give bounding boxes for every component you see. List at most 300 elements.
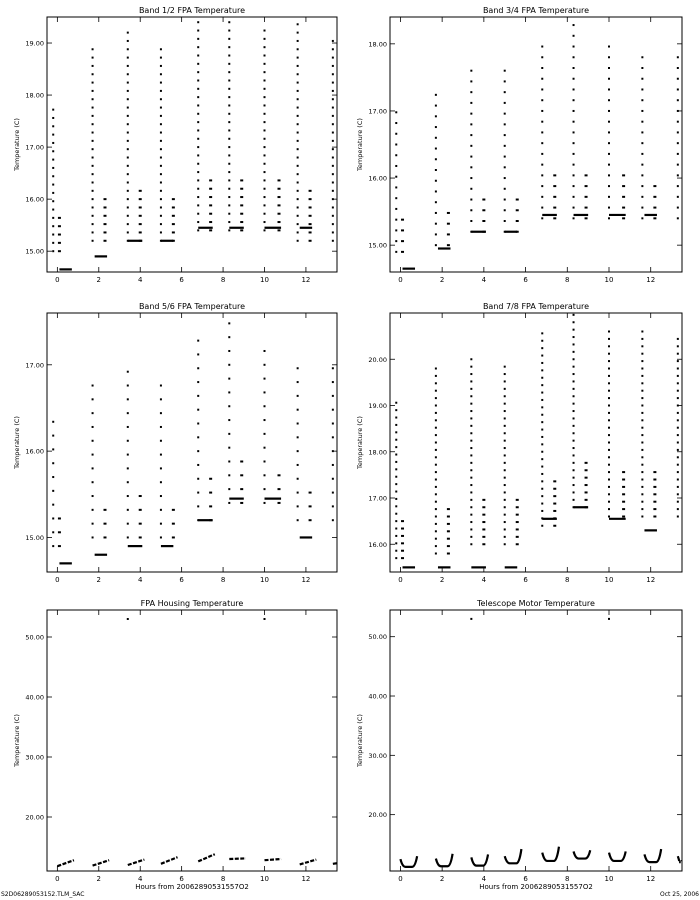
- data-point: [677, 375, 679, 377]
- data-point: [573, 432, 575, 434]
- data-point: [541, 480, 543, 482]
- data-point: [160, 495, 162, 497]
- data-point: [278, 179, 281, 181]
- data-point: [435, 115, 437, 117]
- data-point: [127, 385, 129, 387]
- data-point: [470, 477, 472, 479]
- x-tick-label: 0: [398, 276, 403, 284]
- data-point: [573, 121, 575, 123]
- data-point: [197, 138, 199, 140]
- data-point: [197, 213, 199, 215]
- data-point: [228, 38, 230, 40]
- data-point: [641, 331, 643, 333]
- data-point: [435, 508, 437, 510]
- data-point: [677, 217, 679, 219]
- data-point: [470, 70, 472, 72]
- data-point: [553, 207, 556, 209]
- data-point: [332, 173, 334, 175]
- data-point: [160, 481, 162, 483]
- data-point: [395, 550, 397, 552]
- data-point: [504, 484, 506, 486]
- data-point: [470, 543, 472, 545]
- data-point: [104, 198, 107, 200]
- data-point: [228, 213, 230, 215]
- data-point: [641, 412, 643, 414]
- data-point: [160, 231, 162, 233]
- y-tick-label: 18.00: [368, 448, 387, 457]
- data-point: [264, 502, 266, 504]
- data-point: [92, 107, 94, 109]
- data-point: [395, 557, 397, 559]
- data-point: [608, 88, 610, 90]
- data-point: [585, 217, 588, 219]
- data-point: [395, 251, 397, 253]
- data-point: [209, 221, 212, 223]
- plot-frame: [390, 610, 682, 871]
- data-point: [641, 427, 643, 429]
- data-point: [641, 516, 643, 518]
- x-tick-label: 2: [96, 875, 102, 883]
- data-point: [470, 177, 472, 179]
- data-point: [127, 140, 129, 142]
- data-point: [573, 46, 575, 48]
- y-tick-label: 16.00: [368, 174, 387, 183]
- data-point: [677, 110, 679, 112]
- data-point: [641, 67, 643, 69]
- data-point: [573, 403, 575, 405]
- data-point: [677, 338, 679, 340]
- data-point: [573, 336, 575, 338]
- data-point: [264, 221, 266, 223]
- chart-panel-3: [13, 302, 337, 584]
- data-point: [309, 505, 312, 507]
- x-tick-label: 10: [260, 576, 269, 584]
- data-point: [677, 405, 679, 407]
- data-point: [608, 56, 610, 58]
- data-point: [197, 381, 199, 383]
- data-point: [573, 88, 575, 90]
- data-point: [160, 223, 162, 225]
- x-tick-label: 8: [220, 276, 226, 284]
- data-point: [653, 501, 656, 503]
- data-point: [395, 240, 397, 242]
- data-point: [401, 251, 404, 253]
- data-point: [332, 165, 334, 167]
- data-point: [332, 206, 334, 208]
- data-point: [209, 478, 212, 480]
- data-point: [641, 434, 643, 436]
- data-point: [197, 104, 199, 106]
- data-point: [541, 121, 543, 123]
- data-point: [228, 55, 230, 57]
- data-point: [677, 353, 679, 355]
- data-point: [228, 154, 230, 156]
- data-point: [297, 450, 299, 452]
- data-point: [297, 423, 299, 425]
- data-point: [435, 442, 437, 444]
- data-point: [504, 425, 506, 427]
- data-point: [504, 417, 506, 419]
- data-point: [608, 449, 610, 451]
- data-point: [541, 451, 543, 453]
- data-point: [52, 435, 54, 437]
- y-tick-label: 50.00: [368, 633, 387, 642]
- data-point: [653, 508, 656, 510]
- data-point: [297, 181, 299, 183]
- data-point: [541, 458, 543, 460]
- data-point: [435, 223, 437, 225]
- y-tick-label: 16.00: [25, 447, 44, 456]
- data-point: [504, 373, 506, 375]
- data-point: [58, 234, 61, 236]
- data-point: [92, 523, 94, 525]
- data-point: [447, 538, 450, 540]
- data-point: [677, 196, 679, 198]
- data-point: [52, 448, 54, 450]
- data-point: [608, 185, 610, 187]
- data-point: [52, 134, 54, 136]
- data-point: [395, 528, 397, 530]
- data-point: [264, 163, 266, 165]
- data-point: [264, 364, 266, 366]
- data-point: [573, 131, 575, 133]
- ramp-segment: [57, 860, 74, 866]
- data-point: [92, 123, 94, 125]
- data-point: [92, 215, 94, 217]
- data-point: [653, 479, 656, 481]
- data-point: [58, 250, 61, 252]
- data-point: [573, 454, 575, 456]
- data-point: [160, 98, 162, 100]
- data-point: [482, 199, 485, 201]
- data-point: [228, 405, 230, 407]
- data-point: [228, 474, 230, 476]
- data-point: [160, 132, 162, 134]
- data-point: [677, 360, 679, 362]
- data-point: [228, 71, 230, 73]
- data-point: [332, 98, 334, 100]
- data-point: [470, 366, 472, 368]
- data-point: [332, 90, 334, 92]
- data-point: [209, 188, 212, 190]
- x-tick-label: 12: [301, 875, 311, 883]
- data-point: [435, 530, 437, 532]
- data-point: [297, 115, 299, 117]
- data-point: [395, 208, 397, 210]
- data-point: [264, 460, 266, 462]
- data-point: [395, 219, 397, 221]
- data-point: [309, 492, 312, 494]
- data-point: [92, 206, 94, 208]
- bowl-curve: [644, 849, 661, 862]
- data-point: [573, 499, 575, 501]
- data-point: [297, 206, 299, 208]
- data-point: [228, 46, 230, 48]
- data-point: [401, 535, 404, 537]
- data-point: [332, 223, 334, 225]
- data-point: [332, 40, 334, 42]
- data-point: [553, 196, 556, 198]
- data-point: [553, 174, 556, 176]
- data-point: [297, 409, 299, 411]
- data-point: [264, 88, 266, 90]
- data-point: [332, 157, 334, 159]
- data-point: [573, 380, 575, 382]
- data-point: [228, 121, 230, 123]
- data-point: [228, 113, 230, 115]
- data-point: [332, 519, 334, 521]
- data-point: [608, 427, 610, 429]
- data-point: [608, 153, 610, 155]
- data-point: [228, 460, 230, 462]
- x-tick-label: 6: [523, 875, 528, 883]
- y-tick-label: 18.00: [25, 91, 44, 100]
- data-point: [435, 382, 437, 384]
- data-point: [160, 173, 162, 175]
- data-point: [608, 486, 610, 488]
- data-point: [197, 221, 199, 223]
- data-point: [504, 70, 506, 72]
- data-point: [435, 419, 437, 421]
- data-point: [264, 104, 266, 106]
- data-point: [541, 377, 543, 379]
- data-point: [401, 229, 404, 231]
- x-tick-label: 10: [604, 875, 614, 883]
- data-point: [470, 440, 472, 442]
- data-point: [197, 436, 199, 438]
- data-point: [52, 531, 54, 533]
- data-point: [395, 454, 397, 456]
- data-point: [309, 190, 312, 192]
- data-point: [127, 198, 129, 200]
- chart-title: Band 7/8 FPA Temperature: [482, 302, 590, 311]
- data-point: [127, 536, 129, 538]
- data-point: [541, 153, 543, 155]
- data-point: [264, 179, 266, 181]
- data-point: [573, 35, 575, 37]
- y-tick-label: 20.00: [25, 813, 44, 822]
- y-tick-label: 16.00: [368, 540, 387, 549]
- data-point: [332, 478, 334, 480]
- data-point: [435, 212, 437, 214]
- data-point: [653, 493, 656, 495]
- data-point: [228, 138, 230, 140]
- data-point: [228, 447, 230, 449]
- data-point: [127, 440, 129, 442]
- bowl-curve: [542, 847, 559, 861]
- x-tick-label: 2: [439, 276, 445, 284]
- data-point: [332, 181, 334, 183]
- x-tick-label: 4: [481, 875, 487, 883]
- data-point: [395, 461, 397, 463]
- ramp-segment: [161, 857, 178, 864]
- data-point: [622, 508, 625, 510]
- data-point: [278, 221, 281, 223]
- data-point: [127, 115, 129, 117]
- x-tick-label: 2: [96, 576, 102, 584]
- data-point: [504, 528, 506, 530]
- data-point: [197, 353, 199, 355]
- data-point: [641, 360, 643, 362]
- data-point: [197, 492, 199, 494]
- y-axis-label: Temperature (C): [356, 416, 364, 469]
- data-point: [58, 217, 61, 219]
- data-point: [332, 82, 334, 84]
- data-point: [447, 244, 450, 246]
- data-point: [52, 545, 54, 547]
- data-point: [573, 395, 575, 397]
- data-point: [541, 174, 543, 176]
- data-point: [160, 426, 162, 428]
- data-point: [677, 442, 679, 444]
- data-point: [395, 402, 397, 404]
- data-point: [677, 516, 679, 518]
- data-point: [139, 509, 142, 511]
- data-point: [608, 142, 610, 144]
- data-point: [92, 190, 94, 192]
- data-point: [127, 123, 129, 125]
- data-point: [332, 395, 334, 397]
- y-tick-label: 17.00: [25, 143, 44, 152]
- y-tick-label: 20.00: [368, 811, 387, 820]
- data-point: [677, 164, 679, 166]
- data-point: [395, 535, 397, 537]
- data-point: [160, 523, 162, 525]
- data-point: [139, 190, 142, 192]
- data-point: [139, 495, 142, 497]
- data-point: [653, 471, 656, 473]
- data-point: [541, 369, 543, 371]
- data-point: [264, 38, 266, 40]
- data-point: [641, 196, 643, 198]
- data-point: [332, 231, 334, 233]
- data-point: [641, 493, 643, 495]
- data-point: [197, 63, 199, 65]
- data-point: [160, 454, 162, 456]
- data-point: [92, 140, 94, 142]
- data-point: [228, 129, 230, 131]
- data-point: [139, 223, 142, 225]
- data-point: [641, 164, 643, 166]
- data-point: [470, 491, 472, 493]
- data-point: [573, 477, 575, 479]
- data-point: [553, 488, 556, 490]
- data-point: [622, 207, 625, 209]
- data-point: [435, 456, 437, 458]
- data-point: [470, 358, 472, 360]
- data-point: [608, 479, 610, 481]
- data-point: [608, 464, 610, 466]
- data-point: [127, 32, 129, 34]
- data-point: [516, 528, 519, 530]
- data-point: [160, 140, 162, 142]
- data-point: [470, 373, 472, 375]
- data-point: [264, 96, 266, 98]
- data-point: [309, 231, 312, 233]
- data-point: [228, 21, 230, 23]
- data-point: [470, 113, 472, 115]
- data-point: [332, 492, 334, 494]
- data-point: [160, 65, 162, 67]
- data-point: [541, 510, 543, 512]
- data-point: [677, 185, 679, 187]
- data-point: [653, 217, 656, 219]
- data-marks: [400, 618, 682, 867]
- data-point: [297, 82, 299, 84]
- data-point: [127, 467, 129, 469]
- data-point: [197, 171, 199, 173]
- data-point: [264, 63, 266, 65]
- data-point: [332, 115, 334, 117]
- x-tick-label: 12: [301, 276, 311, 284]
- data-point: [504, 220, 506, 222]
- data-point: [470, 166, 472, 168]
- y-axis-label: Temperature (C): [13, 118, 21, 171]
- data-point: [470, 134, 472, 136]
- data-point: [139, 215, 142, 217]
- data-point: [278, 488, 281, 490]
- data-point: [641, 390, 643, 392]
- data-point: [264, 433, 266, 435]
- data-point: [172, 206, 175, 208]
- data-point: [92, 181, 94, 183]
- data-point: [573, 329, 575, 331]
- data-point: [541, 46, 543, 48]
- data-point: [332, 464, 334, 466]
- data-point: [641, 464, 643, 466]
- data-point: [516, 506, 519, 508]
- data-point: [395, 476, 397, 478]
- data-point: [641, 88, 643, 90]
- data-point: [160, 190, 162, 192]
- data-point: [160, 48, 162, 50]
- data-point: [608, 456, 610, 458]
- x-tick-label: 0: [55, 576, 60, 584]
- data-point: [541, 384, 543, 386]
- data-point: [608, 164, 610, 166]
- data-point: [228, 96, 230, 98]
- data-point: [573, 185, 575, 187]
- data-point: [52, 167, 54, 169]
- x-tick-label: 12: [646, 276, 656, 284]
- data-point: [197, 188, 199, 190]
- data-point: [504, 403, 506, 405]
- data-point: [104, 223, 107, 225]
- data-point: [228, 378, 230, 380]
- data-point: [297, 23, 299, 25]
- data-point: [197, 55, 199, 57]
- data-point: [504, 209, 506, 211]
- data-point: [608, 121, 610, 123]
- data-point: [553, 525, 556, 527]
- data-point: [608, 110, 610, 112]
- data-point: [608, 390, 610, 392]
- data-point: [332, 215, 334, 217]
- data-point: [395, 144, 397, 146]
- data-point: [573, 321, 575, 323]
- data-point: [197, 450, 199, 452]
- data-point: [278, 188, 281, 190]
- ramp-segment: [128, 860, 145, 865]
- x-tick-label: 4: [137, 576, 143, 584]
- data-point: [622, 174, 625, 176]
- data-point: [197, 88, 199, 90]
- data-point: [309, 223, 312, 225]
- x-tick-label: 6: [179, 576, 184, 584]
- data-point: [435, 486, 437, 488]
- data-point: [541, 332, 543, 334]
- data-point: [470, 209, 472, 211]
